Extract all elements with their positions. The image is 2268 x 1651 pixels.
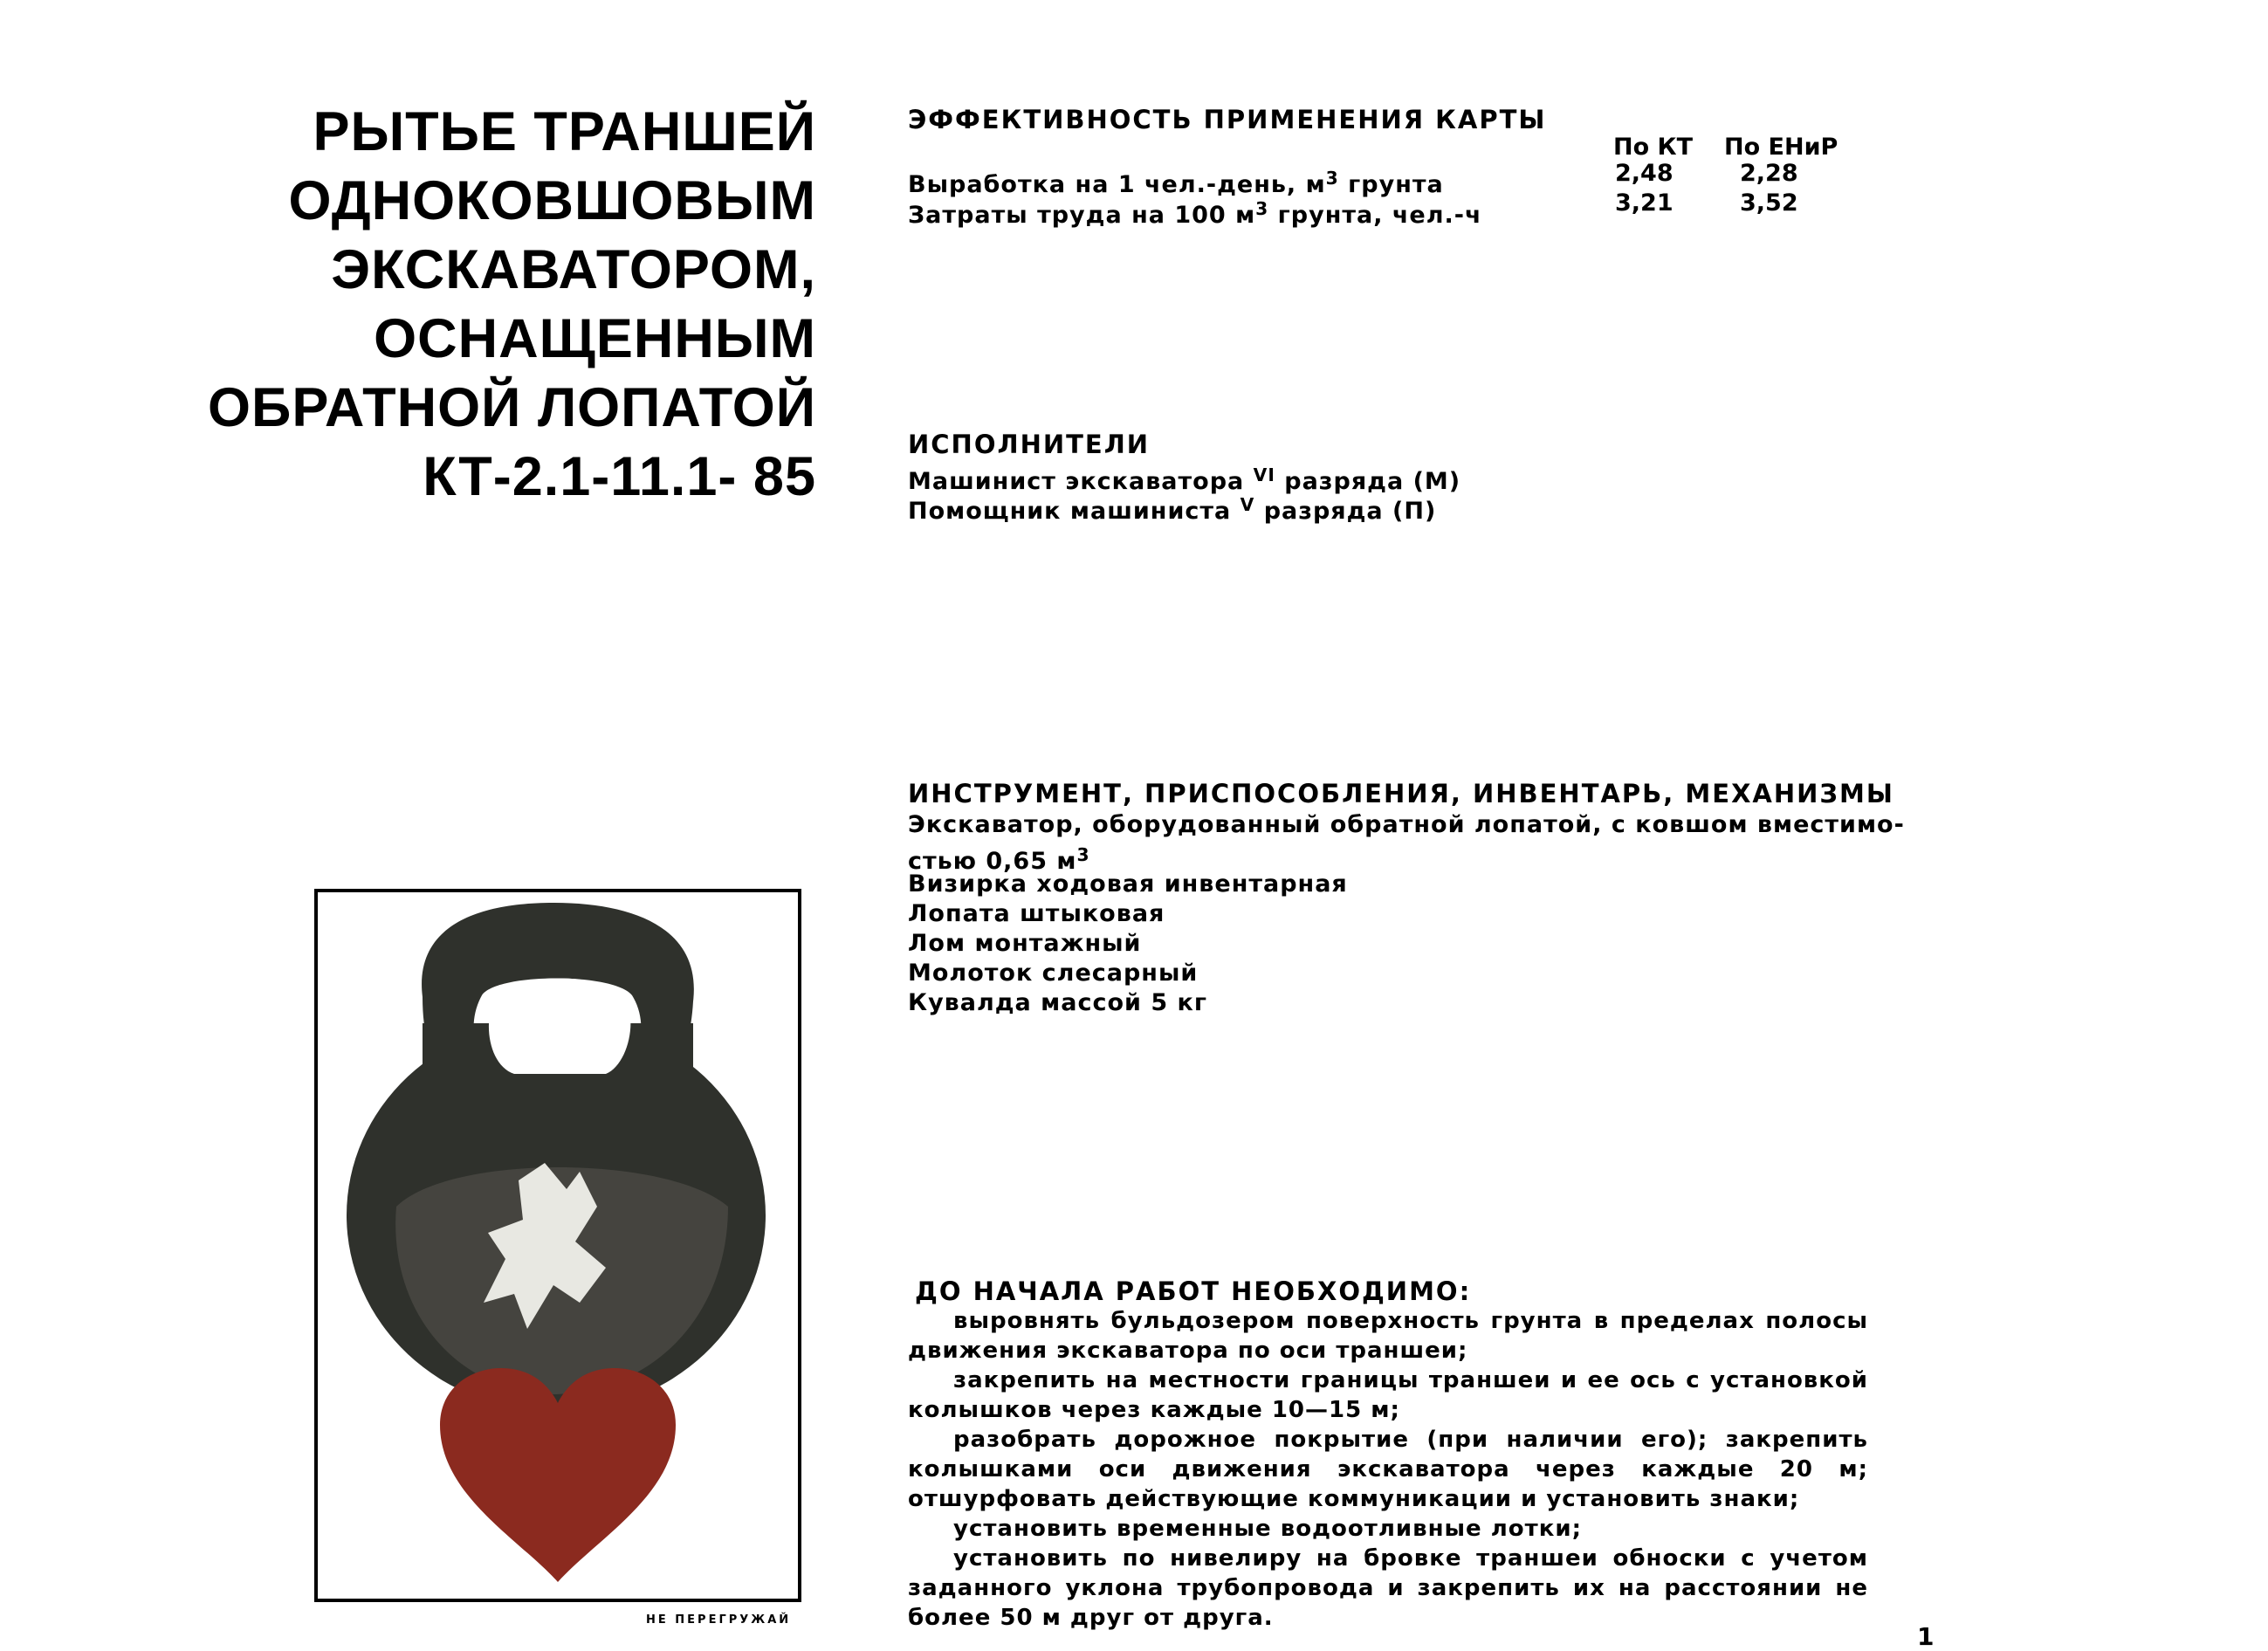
label-superscript: 3 <box>1255 198 1269 219</box>
tool-item: Экскаватор, оборудованный обратной лопатой, с ковшом вместимо- <box>908 811 1905 838</box>
page-number: 1 <box>1917 1622 1935 1651</box>
instruction-paragraph: закрепить на местности границы траншеи и ее ось с установкой колышков через каждые 10—15 м; <box>908 1367 1868 1423</box>
title-line: ЭКСКАВАТОРОМ, <box>331 239 816 300</box>
label-text: грунта, чел.-ч <box>1268 202 1482 230</box>
performer-grade: V <box>1240 494 1255 515</box>
tool-item: Лопата штыковая <box>908 900 1165 927</box>
title-line: ОБРАТНОЙ ЛОПАТОЙ <box>208 377 816 438</box>
performer-rank: разряда (М) <box>1275 468 1461 496</box>
instruction-paragraph: установить временные водоотливные лотки; <box>953 1516 1582 1542</box>
performer-role: Машинист экскаватора <box>908 468 1254 496</box>
title-line: ОСНАЩЕННЫМ <box>374 308 816 369</box>
label-superscript: 3 <box>1325 168 1339 189</box>
label-text: Затраты труда на 100 м <box>908 202 1256 230</box>
title-line: РЫТЬЕ ТРАНШЕЙ <box>313 101 816 162</box>
instruction-paragraph: разобрать дорожное покрытие (при наличии его); закрепить колышками оси движения экскаватора через каждые 20 м; отшурфовать действующие коммуникации и установить знаки; <box>908 1427 1868 1512</box>
tool-item: Визирка ходовая инвентарная <box>908 870 1348 898</box>
title-line: КТ-2.1-11.1- 85 <box>423 446 816 507</box>
label-text: Выработка на 1 чел.-день, м <box>908 171 1326 199</box>
performers-heading: ИСПОЛНИТЕЛИ <box>908 430 1151 459</box>
efficiency-heading: ЭФФЕКТИВНОСТЬ ПРИМЕНЕНИЯ КАРТЫ <box>908 105 1547 134</box>
performer-grade: VI <box>1253 464 1275 485</box>
value-kt: 2,48 <box>1615 160 1674 187</box>
value-enir: 2,28 <box>1740 160 1798 187</box>
poster-illustration <box>314 889 801 1602</box>
value-kt: 3,21 <box>1615 189 1674 217</box>
instruction-paragraph: установить по нивелиру на бровке траншеи обноски с учетом заданного уклона трубопровода и закрепить их на расстоянии не более 50 м друг от друга. <box>908 1545 1868 1631</box>
efficiency-row-label <box>908 194 1482 230</box>
performer-rank: разряда (П) <box>1254 498 1437 526</box>
column-header-enir: По ЕНиР <box>1724 134 1838 161</box>
kettlebell-heart-icon <box>318 892 798 1599</box>
label-text: грунта <box>1338 171 1444 199</box>
value-enir: 3,52 <box>1740 189 1798 217</box>
column-header-kt: По КТ <box>1613 134 1694 161</box>
tool-item: Кувалда массой 5 кг <box>908 989 1207 1016</box>
tool-superscript: 3 <box>1076 844 1090 865</box>
before-work-heading: ДО НАЧАЛА РАБОТ НЕОБХОДИМО: <box>915 1276 1472 1306</box>
document-title <box>140 98 816 512</box>
poster-caption: НЕ ПЕРЕГРУЖАЙ <box>646 1613 792 1627</box>
performer-item <box>908 490 1436 526</box>
title-line: ОДНОКОВШОВЫМ <box>288 170 816 231</box>
tool-text: стью 0,65 м <box>908 848 1077 876</box>
tool-item: Молоток слесарный <box>908 960 1199 987</box>
performer-role: Помощник машиниста <box>908 498 1241 526</box>
tool-item: Лом монтажный <box>908 930 1142 957</box>
instruction-paragraph: выровнять бульдозером поверхность грунта в пределах полосы движения экскаватора по оси траншеи; <box>908 1308 1868 1364</box>
tools-heading: ИНСТРУМЕНТ, ПРИСПОСОБЛЕНИЯ, ИНВЕНТАРЬ, МЕХАНИЗМЫ <box>908 779 1894 808</box>
